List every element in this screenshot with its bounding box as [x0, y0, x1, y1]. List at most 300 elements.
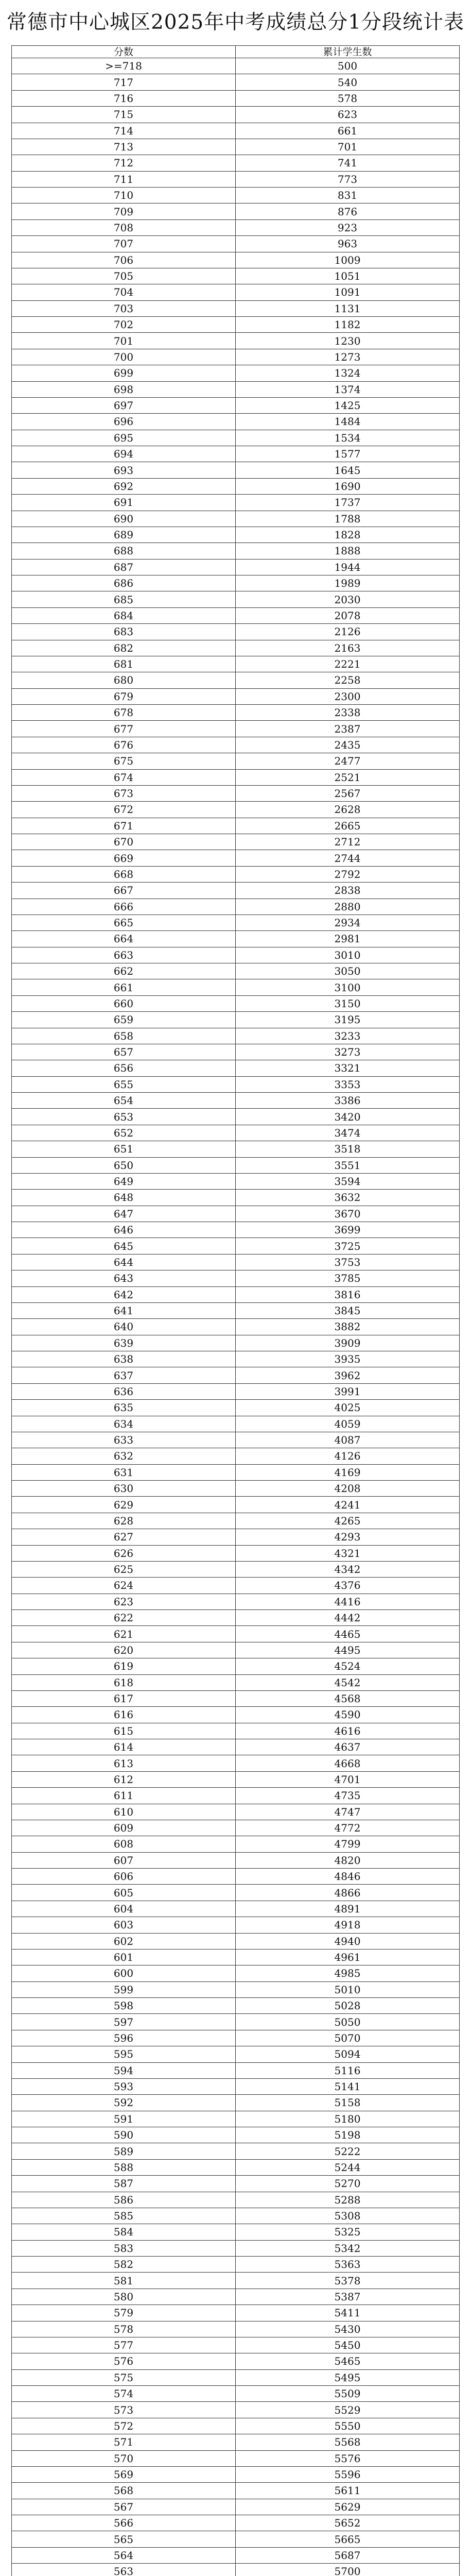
score-cell: 679	[12, 688, 236, 704]
score-cell: 617	[12, 1690, 236, 1706]
table-row	[12, 866, 460, 882]
score-cell: 590	[12, 2127, 236, 2143]
table-row	[12, 931, 460, 947]
score-cell: 690	[12, 511, 236, 527]
count-cell: 5158	[236, 2095, 460, 2111]
score-cell: 575	[12, 2369, 236, 2385]
count-cell: 4495	[236, 1642, 460, 1658]
table-row	[12, 1238, 460, 1254]
score-cell: 627	[12, 1529, 236, 1545]
score-cell: 711	[12, 171, 236, 187]
table-row	[12, 1432, 460, 1448]
count-cell: 3195	[236, 1012, 460, 1028]
score-cell: 712	[12, 155, 236, 171]
count-cell: 1131	[236, 300, 460, 316]
count-cell: 5509	[236, 2386, 460, 2402]
score-cell: 701	[12, 333, 236, 349]
score-cell: 606	[12, 1869, 236, 1885]
table-row	[12, 947, 460, 963]
count-cell: 4637	[236, 1739, 460, 1755]
count-cell: 4866	[236, 1885, 460, 1901]
score-cell: 697	[12, 397, 236, 413]
count-cell: 4772	[236, 1820, 460, 1836]
count-cell: 1577	[236, 446, 460, 462]
table-row	[12, 656, 460, 672]
score-cell: 604	[12, 1901, 236, 1917]
table-row	[12, 1788, 460, 1804]
table-row	[12, 1335, 460, 1351]
count-cell: 5198	[236, 2127, 460, 2143]
table-row	[12, 1270, 460, 1286]
score-cell: >=718	[12, 58, 236, 74]
table-row	[12, 1998, 460, 2014]
count-cell: 1182	[236, 317, 460, 333]
count-cell: 3816	[236, 1286, 460, 1302]
count-cell: 3518	[236, 1141, 460, 1157]
table-header-row	[12, 46, 460, 58]
table-row	[12, 607, 460, 623]
score-cell: 625	[12, 1561, 236, 1577]
score-cell: 629	[12, 1497, 236, 1513]
table-row	[12, 2095, 460, 2111]
count-cell: 5325	[236, 2224, 460, 2240]
count-cell: 4241	[236, 1497, 460, 1513]
count-cell: 5596	[236, 2466, 460, 2482]
score-cell: 600	[12, 1965, 236, 1981]
count-cell: 5700	[236, 2564, 460, 2576]
count-cell: 4701	[236, 1771, 460, 1787]
table-row	[12, 349, 460, 365]
table-row	[12, 2483, 460, 2499]
count-cell: 4169	[236, 1464, 460, 1480]
count-cell: 2387	[236, 721, 460, 737]
score-cell: 694	[12, 446, 236, 462]
table-row	[12, 1949, 460, 1965]
count-cell: 2567	[236, 785, 460, 801]
score-cell: 615	[12, 1723, 236, 1739]
table-row	[12, 1497, 460, 1513]
score-cell: 715	[12, 107, 236, 123]
table-row	[12, 818, 460, 834]
score-cell: 565	[12, 2531, 236, 2547]
score-cell: 564	[12, 2547, 236, 2563]
count-cell: 2435	[236, 737, 460, 753]
count-cell: 4820	[236, 1852, 460, 1868]
table-row	[12, 1367, 460, 1383]
score-cell: 680	[12, 672, 236, 688]
table-row	[12, 737, 460, 753]
count-cell: 4568	[236, 1690, 460, 1706]
table-row	[12, 252, 460, 268]
score-cell: 685	[12, 591, 236, 607]
score-cell: 593	[12, 2078, 236, 2094]
score-cell: 591	[12, 2111, 236, 2127]
table-row	[12, 1804, 460, 1820]
count-cell: 2300	[236, 688, 460, 704]
score-cell: 669	[12, 850, 236, 866]
score-cell: 597	[12, 2014, 236, 2030]
count-cell: 3594	[236, 1173, 460, 1189]
score-cell: 698	[12, 381, 236, 397]
table-row	[12, 1690, 460, 1706]
score-cell: 589	[12, 2143, 236, 2159]
table-row	[12, 430, 460, 446]
count-cell: 3845	[236, 1302, 460, 1318]
table-row	[12, 785, 460, 801]
count-cell: 831	[236, 188, 460, 204]
count-cell: 540	[236, 74, 460, 90]
table-row	[12, 591, 460, 607]
table-row	[12, 2159, 460, 2175]
table-row	[12, 2192, 460, 2208]
count-cell: 2258	[236, 672, 460, 688]
score-cell: 647	[12, 1206, 236, 1222]
score-cell: 632	[12, 1448, 236, 1464]
count-cell: 1425	[236, 397, 460, 413]
table-row	[12, 1642, 460, 1658]
table-row	[12, 2531, 460, 2547]
count-cell: 2628	[236, 802, 460, 818]
table-row	[12, 2321, 460, 2337]
table-row	[12, 2127, 460, 2143]
count-cell: 4465	[236, 1626, 460, 1642]
table-row	[12, 2515, 460, 2531]
score-cell: 563	[12, 2564, 236, 2576]
count-cell: 4542	[236, 1674, 460, 1690]
score-cell: 635	[12, 1400, 236, 1416]
score-cell: 607	[12, 1852, 236, 1868]
score-cell: 667	[12, 883, 236, 899]
table-row	[12, 2353, 460, 2369]
table-row	[12, 1093, 460, 1109]
score-cell: 710	[12, 188, 236, 204]
count-cell: 3935	[236, 1351, 460, 1367]
count-cell: 1737	[236, 495, 460, 511]
table-row	[12, 1190, 460, 1206]
score-cell: 708	[12, 219, 236, 235]
table-row	[12, 1755, 460, 1771]
score-cell: 636	[12, 1383, 236, 1399]
table-row	[12, 397, 460, 413]
score-cell: 652	[12, 1125, 236, 1141]
table-row	[12, 2143, 460, 2159]
score-cell: 621	[12, 1626, 236, 1642]
score-cell: 585	[12, 2208, 236, 2224]
count-cell: 1051	[236, 268, 460, 284]
score-cell: 573	[12, 2402, 236, 2418]
table-row	[12, 1400, 460, 1416]
score-cell: 699	[12, 365, 236, 381]
score-cell: 608	[12, 1836, 236, 1852]
table-row	[12, 90, 460, 106]
table-row	[12, 2224, 460, 2240]
table-row	[12, 1222, 460, 1238]
table-row	[12, 155, 460, 171]
score-cell: 568	[12, 2483, 236, 2499]
score-cell: 696	[12, 414, 236, 430]
count-cell: 5411	[236, 2305, 460, 2321]
count-cell: 5430	[236, 2321, 460, 2337]
count-cell: 5568	[236, 2434, 460, 2450]
table-row	[12, 2450, 460, 2466]
count-cell: 4321	[236, 1545, 460, 1561]
table-row	[12, 527, 460, 543]
score-cell: 676	[12, 737, 236, 753]
score-cell: 707	[12, 236, 236, 252]
score-cell: 634	[12, 1416, 236, 1432]
count-cell: 3785	[236, 1270, 460, 1286]
count-cell: 3753	[236, 1254, 460, 1270]
count-cell: 623	[236, 107, 460, 123]
table-row	[12, 1351, 460, 1367]
score-cell: 574	[12, 2386, 236, 2402]
table-row	[12, 139, 460, 155]
score-cell: 598	[12, 1998, 236, 2014]
count-cell: 1828	[236, 527, 460, 543]
table-row	[12, 2305, 460, 2321]
count-cell: 500	[236, 58, 460, 74]
count-cell: 1273	[236, 349, 460, 365]
table-row	[12, 1109, 460, 1125]
count-cell: 3233	[236, 1028, 460, 1044]
score-cell: 602	[12, 1933, 236, 1949]
score-cell: 638	[12, 1351, 236, 1367]
table-row	[12, 1481, 460, 1497]
score-cell: 713	[12, 139, 236, 155]
count-cell: 2744	[236, 850, 460, 866]
score-cell: 579	[12, 2305, 236, 2321]
table-row	[12, 1723, 460, 1739]
table-body	[12, 58, 460, 2576]
score-cell: 677	[12, 721, 236, 737]
score-cell: 609	[12, 1820, 236, 1836]
table-row	[12, 1448, 460, 1464]
table-row	[12, 640, 460, 656]
count-cell: 4940	[236, 1933, 460, 1949]
table-row	[12, 1125, 460, 1141]
table-row	[12, 107, 460, 123]
table-row	[12, 688, 460, 704]
table-row	[12, 1286, 460, 1302]
score-cell: 566	[12, 2515, 236, 2531]
table-row	[12, 1383, 460, 1399]
count-cell: 4265	[236, 1513, 460, 1529]
table-row	[12, 1578, 460, 1594]
score-distribution-table	[11, 45, 460, 2576]
table-row	[12, 2369, 460, 2385]
count-cell: 5116	[236, 2062, 460, 2078]
score-cell: 682	[12, 640, 236, 656]
score-cell: 620	[12, 1642, 236, 1658]
count-cell: 5652	[236, 2515, 460, 2531]
table-row	[12, 1965, 460, 1981]
score-cell: 674	[12, 769, 236, 785]
table-row	[12, 899, 460, 914]
score-cell: 619	[12, 1658, 236, 1674]
score-cell: 714	[12, 123, 236, 139]
table-row	[12, 2273, 460, 2289]
table-row	[12, 1044, 460, 1060]
count-cell: 5450	[236, 2337, 460, 2353]
count-cell: 2665	[236, 818, 460, 834]
count-cell: 4616	[236, 1723, 460, 1739]
count-cell: 3882	[236, 1319, 460, 1335]
score-cell: 703	[12, 300, 236, 316]
score-cell: 614	[12, 1739, 236, 1755]
score-cell: 664	[12, 931, 236, 947]
table-row	[12, 2257, 460, 2273]
table-row	[12, 268, 460, 284]
table-row	[12, 1545, 460, 1561]
count-cell: 5611	[236, 2483, 460, 2499]
count-cell: 2078	[236, 607, 460, 623]
count-cell: 3909	[236, 1335, 460, 1351]
table-row	[12, 2014, 460, 2030]
count-cell: 4668	[236, 1755, 460, 1771]
table-row	[12, 204, 460, 219]
score-cell: 616	[12, 1707, 236, 1723]
score-cell: 662	[12, 963, 236, 979]
count-cell: 5070	[236, 2030, 460, 2046]
table-row	[12, 1157, 460, 1173]
count-cell: 661	[236, 123, 460, 139]
score-cell: 605	[12, 1885, 236, 1901]
score-cell: 672	[12, 802, 236, 818]
table-row	[12, 1173, 460, 1189]
table-row	[12, 721, 460, 737]
table-row	[12, 511, 460, 527]
count-cell: 5576	[236, 2450, 460, 2466]
table-row	[12, 284, 460, 300]
table-row	[12, 2418, 460, 2434]
count-cell: 5141	[236, 2078, 460, 2094]
score-cell: 666	[12, 899, 236, 914]
table-row	[12, 1206, 460, 1222]
score-cell: 717	[12, 74, 236, 90]
table-row	[12, 672, 460, 688]
table-row	[12, 171, 460, 187]
count-cell: 4416	[236, 1594, 460, 1609]
table-row	[12, 2062, 460, 2078]
table-row	[12, 1610, 460, 1626]
table-row	[12, 478, 460, 494]
table-row	[12, 1319, 460, 1335]
table-row	[12, 446, 460, 462]
score-cell: 594	[12, 2062, 236, 2078]
score-cell: 675	[12, 753, 236, 769]
score-cell: 577	[12, 2337, 236, 2353]
count-cell: 578	[236, 90, 460, 106]
score-cell: 671	[12, 818, 236, 834]
count-cell: 2126	[236, 624, 460, 640]
count-cell: 2934	[236, 914, 460, 930]
score-cell: 596	[12, 2030, 236, 2046]
score-cell: 692	[12, 478, 236, 494]
score-cell: 587	[12, 2176, 236, 2192]
count-cell: 3632	[236, 1190, 460, 1206]
score-cell: 665	[12, 914, 236, 930]
count-cell: 1484	[236, 414, 460, 430]
count-cell: 1230	[236, 333, 460, 349]
count-cell: 5378	[236, 2273, 460, 2289]
table-row	[12, 1416, 460, 1432]
table-row	[12, 2111, 460, 2127]
table-row	[12, 1852, 460, 1868]
score-cell: 612	[12, 1771, 236, 1787]
score-cell: 646	[12, 1222, 236, 1238]
table-row	[12, 1707, 460, 1723]
score-cell: 657	[12, 1044, 236, 1060]
count-cell: 3474	[236, 1125, 460, 1141]
count-cell: 4985	[236, 1965, 460, 1981]
count-cell: 3010	[236, 947, 460, 963]
count-cell: 3273	[236, 1044, 460, 1060]
score-cell: 639	[12, 1335, 236, 1351]
count-cell: 4126	[236, 1448, 460, 1464]
table-row	[12, 1060, 460, 1076]
score-cell: 572	[12, 2418, 236, 2434]
table-row	[12, 58, 460, 74]
table-row	[12, 1981, 460, 1997]
count-cell: 5629	[236, 2499, 460, 2515]
score-cell: 660	[12, 995, 236, 1011]
count-cell: 5180	[236, 2111, 460, 2127]
count-cell: 5094	[236, 2046, 460, 2062]
table-row	[12, 317, 460, 333]
score-cell: 678	[12, 705, 236, 721]
table-row	[12, 963, 460, 979]
score-cell: 603	[12, 1917, 236, 1933]
table-row	[12, 575, 460, 591]
count-cell: 701	[236, 139, 460, 155]
count-cell: 4025	[236, 1400, 460, 1416]
score-cell: 578	[12, 2321, 236, 2337]
score-cell: 649	[12, 1173, 236, 1189]
score-cell: 704	[12, 284, 236, 300]
table-row	[12, 2046, 460, 2062]
score-cell: 654	[12, 1093, 236, 1109]
score-cell: 651	[12, 1141, 236, 1157]
count-cell: 1645	[236, 462, 460, 478]
header-score: 分数	[12, 46, 236, 58]
score-cell: 650	[12, 1157, 236, 1173]
score-cell: 689	[12, 527, 236, 543]
count-cell: 963	[236, 236, 460, 252]
count-cell: 2712	[236, 834, 460, 850]
count-cell: 3962	[236, 1367, 460, 1383]
score-cell: 567	[12, 2499, 236, 2515]
score-cell: 670	[12, 834, 236, 850]
table-row	[12, 414, 460, 430]
table-row	[12, 2176, 460, 2192]
score-cell: 571	[12, 2434, 236, 2450]
table-row	[12, 462, 460, 478]
count-cell: 5270	[236, 2176, 460, 2192]
table-row	[12, 1529, 460, 1545]
table-row	[12, 219, 460, 235]
table-row	[12, 1141, 460, 1157]
count-cell: 5010	[236, 1981, 460, 1997]
count-cell: 4293	[236, 1529, 460, 1545]
score-cell: 687	[12, 559, 236, 575]
score-cell: 709	[12, 204, 236, 219]
score-cell: 700	[12, 349, 236, 365]
count-cell: 3991	[236, 1383, 460, 1399]
score-cell: 686	[12, 575, 236, 591]
count-cell: 5363	[236, 2257, 460, 2273]
count-cell: 1324	[236, 365, 460, 381]
table-row	[12, 1901, 460, 1917]
